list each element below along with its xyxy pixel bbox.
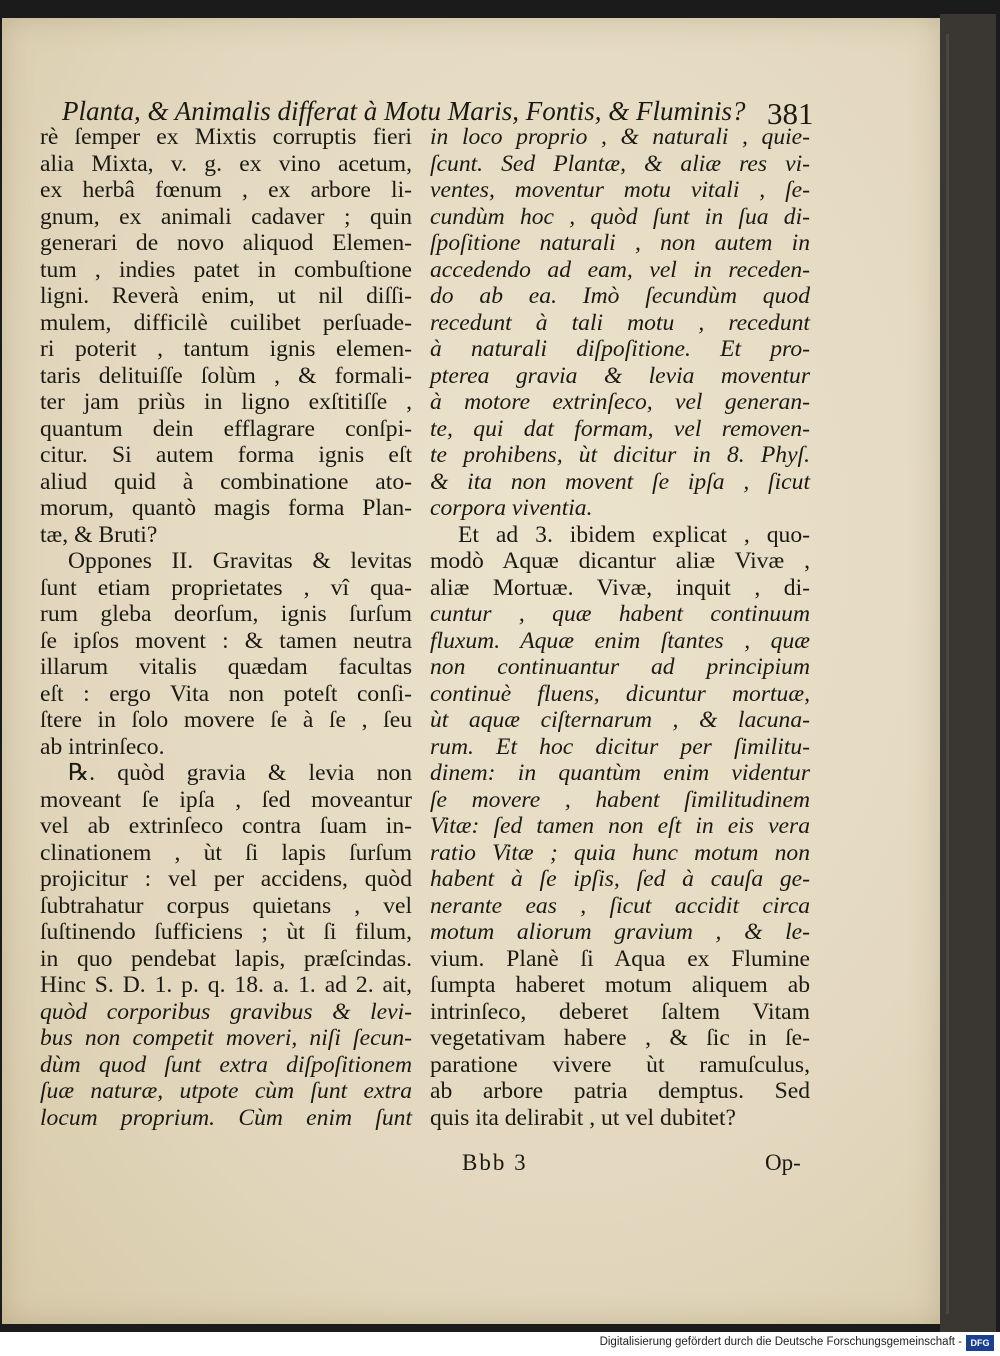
text-line: nerante eas , ſicut accidit circa: [430, 892, 810, 919]
text-line: in loco proprio , & naturali , quie-: [430, 124, 810, 150]
text-line: quantum dein efflagrare conſpi-: [40, 415, 412, 442]
text-line: mulem, difficilè cuilibet perſuade-: [40, 309, 412, 336]
text-line: rum. Et hoc dicitur per ſimilitu-: [430, 733, 810, 760]
credit-bar: [0, 1332, 1000, 1356]
text-line: à naturali diſpoſitione. Et pro-: [430, 336, 810, 362]
text-line: morum, quantò magis forma Plan-: [40, 495, 412, 521]
text-line: alia Mixta, v. g. ex vino acetum,: [40, 150, 412, 177]
text-line: quis ita delirabit , ut vel dubitet?: [430, 1104, 736, 1131]
text-line: tum , indies patet in combuſtione: [40, 256, 412, 283]
right-column: [430, 124, 810, 1131]
text-line: taris delituiſſe ſolùm , & formali-: [40, 362, 412, 389]
text-line: eſt : ergo Vita non poteſt conſi-: [40, 680, 412, 707]
text-line: vegetativam habere , & ſic in ſe-: [430, 1025, 810, 1051]
text-line: illarum vitalis quædam facultas: [40, 654, 412, 680]
text-line: tæ, & Bruti?: [40, 521, 158, 548]
text-line: ligni. Reverà enim, ut nil diſſi-: [40, 283, 412, 309]
text-line: ſubtrahatur corpus quietans , vel: [40, 892, 412, 919]
text-line: continuè fluens, dicuntur mortuæ,: [430, 680, 810, 707]
text-line: recedunt à tali motu , recedunt: [430, 309, 810, 336]
text-line: te, qui dat formam, vel removen-: [430, 415, 810, 442]
text-line: & ita non movent ſe ipſa , ſicut: [430, 468, 810, 495]
text-line: motum aliorum gravium , & le-: [430, 919, 810, 945]
page-number: 381: [767, 96, 814, 131]
text-line: ri poterit , tantum ignis elemen-: [40, 336, 412, 362]
text-line: ſe movere , habent ſimilitudinem: [430, 786, 810, 813]
text-line: intrinſeco, deberet ſaltem Vitam: [430, 998, 810, 1025]
text-line: projicitur : vel per accidens, quòd: [40, 866, 412, 892]
text-line: ſtere in ſolo movere ſe à ſe , ſeu: [40, 707, 412, 733]
text-line: vel ab extrinſeco contra ſuam in-: [40, 813, 412, 839]
text-line: ex herbâ fœnum , ex arbore li-: [40, 177, 412, 203]
text-line: ſuſtinendo ſufficiens ; ùt ſi filum,: [40, 919, 412, 945]
text-line: ſunt etiam proprietates , vî qua-: [40, 574, 412, 601]
text-line: clinationem , ùt ſi lapis ſurſum: [40, 839, 412, 866]
text-line: moveant ſe ipſa , ſed moveantur: [40, 786, 412, 813]
text-line: Oppones II. Gravitas & levitas: [68, 548, 412, 574]
text-line: ùt aquæ ciſternarum , & lacuna-: [430, 707, 810, 733]
text-line: aliæ Mortuæ. Vivæ, inquit , di-: [430, 574, 810, 601]
text-line: in quo pendebat lapis, præſcindas.: [40, 945, 412, 972]
text-line: dinem: in quantùm enim videntur: [430, 760, 810, 786]
text-line: ſcunt. Sed Plantæ, & aliæ res vi-: [430, 150, 810, 177]
text-line: cuntur , quæ habent continuum: [430, 601, 810, 627]
text-line: Vitæ: ſed tamen non eſt in eis vera: [430, 813, 810, 839]
left-column: [40, 124, 412, 1131]
text-line: locum proprium. Cùm enim ſunt: [40, 1104, 412, 1131]
running-title: Planta, & Animalis differat à Motu Maris, Fontis, & Fluminis?: [62, 96, 746, 126]
text-line: à motore extrinſeco, vel generan-: [430, 389, 810, 415]
text-line: Hinc S. D. 1. p. q. 18. a. 1. ad 2. ait,: [40, 972, 412, 998]
text-line: Et ad 3. ibidem explicat , quo-: [458, 521, 810, 548]
text-line: bus non competit moveri, niſi ſecun-: [40, 1025, 412, 1051]
text-line: ſumpta haberet motum aliquem ab: [430, 972, 810, 998]
text-line: citur. Si autem forma ignis eſt: [40, 442, 412, 468]
text-line: do ab ea. Imò ſecundùm quod: [430, 283, 810, 309]
text-line: ℞. quòd gravia & levia non: [68, 760, 412, 786]
catchword: Op-: [765, 1150, 801, 1175]
text-line: ab arbore patria demptus. Sed: [430, 1078, 810, 1104]
text-line: aliud quid à combinatione ato-: [40, 468, 412, 495]
text-line: rè ſemper ex Mixtis corruptis fieri: [40, 124, 412, 150]
text-line: ſpoſitione naturali , non autem in: [430, 230, 810, 256]
text-line: gnum, ex animali cadaver ; quin: [40, 203, 412, 230]
text-line: quòd corporibus gravibus & levi-: [40, 998, 412, 1025]
text-line: ab intrinſeco.: [40, 733, 165, 760]
text-line: te prohibens, ùt dicitur in 8. Phyſ.: [430, 442, 810, 468]
text-line: ſuæ naturæ, utpote cùm ſunt extra: [40, 1078, 412, 1104]
text-line: ſe ipſos movent : & tamen neutra: [40, 627, 412, 654]
text-line: habent à ſe ipſis, ſed à cauſa ge-: [430, 866, 810, 892]
text-line: non continuantur ad principium: [430, 654, 810, 680]
text-line: cundùm hoc , quòd ſunt in ſua di-: [430, 203, 810, 230]
text-line: generari de novo aliquod Elemen-: [40, 230, 412, 256]
text-line: modò Aquæ dicantur aliæ Vivæ ,: [430, 548, 810, 574]
credit-text: Digitalisierung gefördert durch die Deutsche Forschungsgemeinschaft -: [599, 1336, 962, 1348]
text-line: paratione vivere ùt ramuſculus,: [430, 1051, 810, 1078]
dfg-logo[interactable]: DFG: [966, 1335, 994, 1351]
text-line: dùm quod ſunt extra diſpoſitionem: [40, 1051, 412, 1078]
text-line: vium. Planè ſi Aqua ex Flumine: [430, 945, 810, 972]
text-line: rum gleba deorſum, ignis ſurſum: [40, 601, 412, 627]
scan-edge-strip: [940, 14, 996, 1332]
text-line: fluxum. Aquæ enim ſtantes , quæ: [430, 627, 810, 654]
text-line: accedendo ad eam, vel in receden-: [430, 256, 810, 283]
text-line: ter jam priùs in ligno exſtitiſſe ,: [40, 389, 412, 415]
text-line: pterea gravia & levia moventur: [430, 362, 810, 389]
text-line: ratio Vitæ ; quia hunc motum non: [430, 839, 810, 866]
text-line: corpora viventia.: [430, 495, 593, 521]
signature-mark: Bbb 3: [462, 1150, 528, 1175]
text-line: ventes, moventur motu vitali , ſe-: [430, 177, 810, 203]
